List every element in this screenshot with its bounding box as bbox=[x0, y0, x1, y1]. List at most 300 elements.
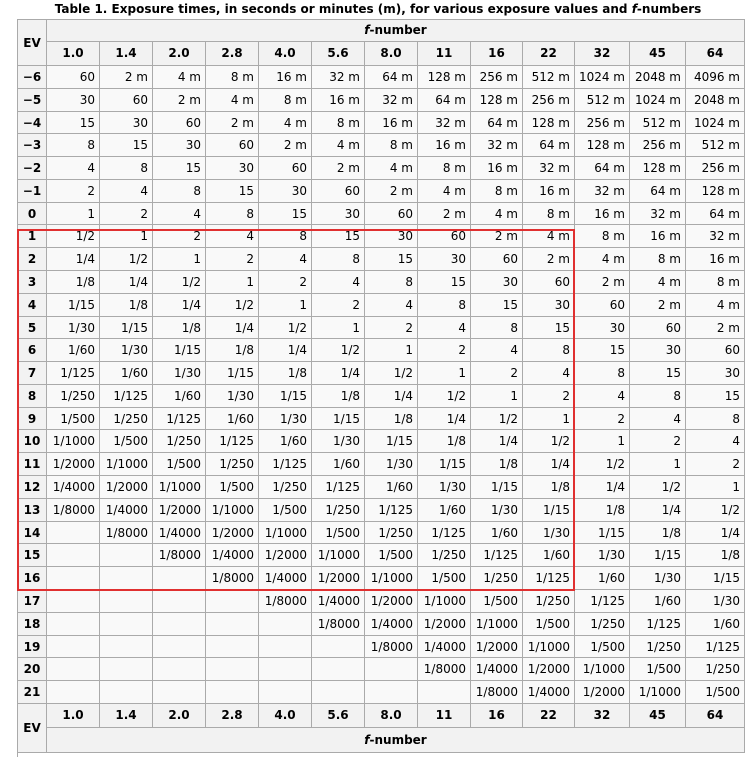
exposure-cell: 30 bbox=[206, 157, 259, 180]
exposure-cell: 1/4 bbox=[259, 339, 312, 362]
exposure-cell bbox=[153, 567, 206, 590]
exposure-cell: 60 bbox=[365, 203, 418, 225]
caption-suffix: -numbers bbox=[636, 2, 702, 16]
exposure-cell bbox=[153, 613, 206, 636]
fnumber-header: 16 bbox=[471, 42, 523, 66]
exposure-cell: 1/125 bbox=[153, 408, 206, 430]
ev-row-label: 11 bbox=[18, 453, 47, 476]
exposure-cell: 256 m bbox=[630, 134, 686, 157]
exposure-cell: 8 m bbox=[312, 112, 365, 134]
exposure-cell: 60 bbox=[418, 225, 471, 248]
exposure-cell: 2 m bbox=[523, 248, 575, 271]
exposure-cell: 1/4 bbox=[47, 248, 100, 271]
exposure-cell: 2 bbox=[206, 248, 259, 271]
exposure-cell: 30 bbox=[365, 225, 418, 248]
exposure-cell: 1/8 bbox=[630, 522, 686, 544]
exposure-cell: 512 m bbox=[630, 112, 686, 134]
fnumber-footer: 1.4 bbox=[100, 704, 153, 728]
exposure-cell: 1/125 bbox=[418, 522, 471, 544]
exposure-cell: 1/60 bbox=[575, 567, 630, 590]
ev-row-label: 6 bbox=[18, 339, 47, 362]
exposure-cell: 4 m bbox=[206, 89, 259, 112]
exposure-cell: 1/1000 bbox=[575, 658, 630, 681]
exposure-cell: 1/2 bbox=[471, 408, 523, 430]
exposure-cell: 1/8 bbox=[471, 453, 523, 476]
exposure-cell: 1/60 bbox=[312, 453, 365, 476]
exposure-cell: 30 bbox=[153, 134, 206, 157]
exposure-cell: 1/250 bbox=[206, 453, 259, 476]
exposure-cell: 512 m bbox=[523, 66, 575, 89]
exposure-cell: 4 m bbox=[471, 203, 523, 225]
exposure-cell bbox=[47, 522, 100, 544]
exposure-cell: 4 bbox=[630, 408, 686, 430]
exposure-cell: 8 bbox=[153, 180, 206, 203]
fnumber-footer: 4.0 bbox=[259, 704, 312, 728]
exposure-cell bbox=[100, 613, 153, 636]
exposure-cell: 1/2 bbox=[206, 294, 259, 317]
ev-row-label: −4 bbox=[18, 112, 47, 134]
exposure-cell: 1/30 bbox=[206, 385, 259, 408]
exposure-cell: 1/15 bbox=[100, 317, 153, 339]
exposure-cell: 2 bbox=[365, 317, 418, 339]
exposure-cell: 1/2 bbox=[575, 453, 630, 476]
ev-row-label: 9 bbox=[18, 408, 47, 430]
exposure-cell: 15 bbox=[575, 339, 630, 362]
exposure-cell: 1 bbox=[523, 408, 575, 430]
exposure-cell: 1/2 bbox=[153, 271, 206, 294]
ev-row-label: 4 bbox=[18, 294, 47, 317]
exposure-cell bbox=[47, 544, 100, 567]
exposure-cell: 1/2000 bbox=[523, 658, 575, 681]
exposure-cell: 4 bbox=[365, 294, 418, 317]
exposure-cell: 2 bbox=[153, 225, 206, 248]
exposure-cell bbox=[47, 613, 100, 636]
exposure-cell: 1/500 bbox=[47, 408, 100, 430]
exposure-cell: 1/4 bbox=[365, 385, 418, 408]
exposure-cell: 4 bbox=[686, 430, 745, 453]
fnumber-footer: 2.0 bbox=[153, 704, 206, 728]
exposure-cell: 4 m bbox=[523, 225, 575, 248]
exposure-cell: 512 m bbox=[575, 89, 630, 112]
exposure-cell: 64 m bbox=[630, 180, 686, 203]
exposure-cell: 8 m bbox=[418, 157, 471, 180]
exposure-cell: 1/2000 bbox=[259, 544, 312, 567]
exposure-cell: 1/4 bbox=[206, 317, 259, 339]
exposure-cell: 4 m bbox=[686, 294, 745, 317]
ev-row-label: 0 bbox=[18, 203, 47, 225]
exposure-cell: 15 bbox=[153, 157, 206, 180]
exposure-cell: 1/1000 bbox=[418, 590, 471, 613]
exposure-cell: 1/15 bbox=[418, 453, 471, 476]
exposure-cell: 1/30 bbox=[630, 567, 686, 590]
exposure-cell: 256 m bbox=[686, 157, 745, 180]
exposure-cell: 1/250 bbox=[523, 590, 575, 613]
exposure-cell: 1/1000 bbox=[523, 636, 575, 658]
exposure-cell: 8 bbox=[100, 157, 153, 180]
exposure-cell: 128 m bbox=[630, 157, 686, 180]
exposure-cell: 8 m bbox=[206, 66, 259, 89]
exposure-cell: 60 bbox=[100, 89, 153, 112]
exposure-cell: 1/60 bbox=[47, 339, 100, 362]
fnumber-header: 64 bbox=[686, 42, 745, 66]
exposure-cell: 8 bbox=[471, 317, 523, 339]
exposure-cell: 64 m bbox=[471, 112, 523, 134]
exposure-cell: 32 m bbox=[471, 134, 523, 157]
exposure-cell: 32 m bbox=[418, 112, 471, 134]
ev-row-label: 16 bbox=[18, 567, 47, 590]
exposure-cell: 15 bbox=[523, 317, 575, 339]
exposure-cell: 2 m bbox=[686, 317, 745, 339]
exposure-cell: 1/30 bbox=[153, 362, 206, 385]
ev-row-label: 17 bbox=[18, 590, 47, 613]
exposure-cell: 1 bbox=[206, 271, 259, 294]
exposure-cell: 60 bbox=[259, 157, 312, 180]
ev-row-label: 8 bbox=[18, 385, 47, 408]
exposure-cell: 4 m bbox=[365, 157, 418, 180]
exposure-cell: 1/4 bbox=[100, 271, 153, 294]
fnumber-header: 1.4 bbox=[100, 42, 153, 66]
exposure-cell: 1/2000 bbox=[206, 522, 259, 544]
exposure-cell: 1024 m bbox=[630, 89, 686, 112]
exposure-cell: 1/60 bbox=[418, 499, 471, 522]
exposure-cell: 15 bbox=[47, 112, 100, 134]
exposure-cell: 1/15 bbox=[153, 339, 206, 362]
exposure-cell: 2 m bbox=[630, 294, 686, 317]
exposure-cell: 1/2 bbox=[365, 362, 418, 385]
exposure-cell: 1/4000 bbox=[418, 636, 471, 658]
exposure-cell: 1/4 bbox=[471, 430, 523, 453]
exposure-cell: 1/30 bbox=[686, 590, 745, 613]
exposure-cell: 1/500 bbox=[630, 658, 686, 681]
exposure-cell: 256 m bbox=[523, 89, 575, 112]
exposure-cell bbox=[47, 567, 100, 590]
exposure-cell bbox=[206, 613, 259, 636]
exposure-cell: 1/500 bbox=[259, 499, 312, 522]
exposure-cell: 1/250 bbox=[365, 522, 418, 544]
exposure-cell: 1/125 bbox=[575, 590, 630, 613]
ev-row-label: 13 bbox=[18, 499, 47, 522]
exposure-cell: 1/125 bbox=[259, 453, 312, 476]
exposure-cell: 1 bbox=[418, 362, 471, 385]
exposure-cell bbox=[206, 658, 259, 681]
exposure-cell bbox=[418, 681, 471, 704]
exposure-cell: 60 bbox=[312, 180, 365, 203]
exposure-cell: 1/8 bbox=[259, 362, 312, 385]
exposure-cell bbox=[47, 636, 100, 658]
exposure-cell: 1/2000 bbox=[471, 636, 523, 658]
exposure-cell: 15 bbox=[686, 385, 745, 408]
exposure-cell: 1/500 bbox=[312, 522, 365, 544]
exposure-cell: 8 bbox=[523, 339, 575, 362]
exposure-cell: 15 bbox=[630, 362, 686, 385]
exposure-cell: 8 bbox=[575, 362, 630, 385]
exposure-cell: 8 m bbox=[575, 225, 630, 248]
exposure-cell: 1 bbox=[100, 225, 153, 248]
exposure-cell: 1/500 bbox=[686, 681, 745, 704]
exposure-cell bbox=[100, 590, 153, 613]
exposure-cell: 1024 m bbox=[575, 66, 630, 89]
exposure-cell: 1/8000 bbox=[365, 636, 418, 658]
ev-row-label: −2 bbox=[18, 157, 47, 180]
exposure-cell: 1/4 bbox=[575, 476, 630, 499]
exposure-cell: 1/30 bbox=[312, 430, 365, 453]
ev-row-label: 1 bbox=[18, 225, 47, 248]
exposure-cell: 15 bbox=[312, 225, 365, 248]
exposure-cell: 1/500 bbox=[100, 430, 153, 453]
exposure-cell: 60 bbox=[630, 317, 686, 339]
ev-row-label: −1 bbox=[18, 180, 47, 203]
fnumber-header: 1.0 bbox=[47, 42, 100, 66]
fnumber-footer: 1.0 bbox=[47, 704, 100, 728]
exposure-cell: 30 bbox=[523, 294, 575, 317]
exposure-cell: 1/4000 bbox=[365, 613, 418, 636]
exposure-cell: 16 m bbox=[365, 112, 418, 134]
exposure-cell bbox=[365, 681, 418, 704]
exposure-cell bbox=[100, 658, 153, 681]
exposure-cell: 4 bbox=[418, 317, 471, 339]
exposure-cell: 1/8000 bbox=[471, 681, 523, 704]
exposure-cell: 1/2000 bbox=[153, 499, 206, 522]
exposure-cell: 2 bbox=[259, 271, 312, 294]
exposure-cell: 1/500 bbox=[153, 453, 206, 476]
exposure-cell: 1/2000 bbox=[312, 567, 365, 590]
exposure-cell: 1 bbox=[365, 339, 418, 362]
exposure-cell bbox=[47, 590, 100, 613]
exposure-cell bbox=[206, 590, 259, 613]
ev-row-label: 3 bbox=[18, 271, 47, 294]
exposure-cell: 1/500 bbox=[471, 590, 523, 613]
exposure-cell: 2 bbox=[47, 180, 100, 203]
exposure-cell: 1/125 bbox=[312, 476, 365, 499]
exposure-cell bbox=[312, 681, 365, 704]
exposure-cell: 1/1000 bbox=[630, 681, 686, 704]
exposure-cell: 1/125 bbox=[471, 544, 523, 567]
exposure-cell: 4 m bbox=[630, 271, 686, 294]
exposure-cell: 1/125 bbox=[630, 613, 686, 636]
exposure-cell: 2 bbox=[418, 339, 471, 362]
fnumber-footer: 5.6 bbox=[312, 704, 365, 728]
exposure-cell: 1/4000 bbox=[312, 590, 365, 613]
exposure-cell bbox=[100, 636, 153, 658]
exposure-cell: 1/250 bbox=[259, 476, 312, 499]
exposure-cell: 8 bbox=[47, 134, 100, 157]
exposure-cell: 1 bbox=[153, 248, 206, 271]
exposure-cell bbox=[259, 613, 312, 636]
exposure-cell bbox=[259, 658, 312, 681]
exposure-cell: 1/8 bbox=[153, 317, 206, 339]
exposure-cell: 16 m bbox=[630, 225, 686, 248]
exposure-cell: 1/8000 bbox=[312, 613, 365, 636]
exposure-cell bbox=[153, 681, 206, 704]
exposure-cell: 32 m bbox=[575, 180, 630, 203]
exposure-cell: 1/8000 bbox=[206, 567, 259, 590]
exposure-cell: 1/15 bbox=[365, 430, 418, 453]
exposure-cell: 1/1000 bbox=[471, 613, 523, 636]
exposure-cell: 1/8000 bbox=[47, 499, 100, 522]
fnumber-footer: 22 bbox=[523, 704, 575, 728]
exposure-cell: 1/4 bbox=[153, 294, 206, 317]
exposure-cell: 1 bbox=[312, 317, 365, 339]
exposure-cell: 1/1000 bbox=[47, 430, 100, 453]
exposure-cell: 1/15 bbox=[471, 476, 523, 499]
exposure-cell: 15 bbox=[206, 180, 259, 203]
exposure-cell: 30 bbox=[471, 271, 523, 294]
exposure-cell: 1/250 bbox=[153, 430, 206, 453]
ev-header: EV bbox=[18, 20, 47, 66]
exposure-cell: 4 bbox=[575, 385, 630, 408]
exposure-cell: 8 bbox=[312, 248, 365, 271]
exposure-cell: 4 bbox=[100, 180, 153, 203]
exposure-cell bbox=[206, 681, 259, 704]
exposure-cell: 8 bbox=[630, 385, 686, 408]
exposure-cell bbox=[153, 658, 206, 681]
fnumber-header: 8.0 bbox=[365, 42, 418, 66]
exposure-cell: 8 bbox=[418, 294, 471, 317]
exposure-cell: 1/4000 bbox=[206, 544, 259, 567]
fnumber-header: 22 bbox=[523, 42, 575, 66]
exposure-cell: 30 bbox=[418, 248, 471, 271]
exposure-cell: 4 bbox=[47, 157, 100, 180]
fnumber-header: 32 bbox=[575, 42, 630, 66]
exposure-cell: 1/30 bbox=[575, 544, 630, 567]
exposure-cell: 15 bbox=[471, 294, 523, 317]
exposure-cell: 1/2 bbox=[100, 248, 153, 271]
exposure-cell: 16 m bbox=[686, 248, 745, 271]
exposure-cell: 2 m bbox=[365, 180, 418, 203]
exposure-cell: 32 m bbox=[523, 157, 575, 180]
ev-row-label: 5 bbox=[18, 317, 47, 339]
exposure-cell: 16 m bbox=[575, 203, 630, 225]
exposure-cell: 4 m bbox=[312, 134, 365, 157]
exposure-cell: 1/15 bbox=[575, 522, 630, 544]
exposure-cell: 1/125 bbox=[686, 636, 745, 658]
exposure-cell: 30 bbox=[312, 203, 365, 225]
exposure-cell: 2 bbox=[575, 408, 630, 430]
exposure-cell: 1/8000 bbox=[153, 544, 206, 567]
exposure-cell: 128 m bbox=[471, 89, 523, 112]
exposure-cell bbox=[206, 636, 259, 658]
fnumber-footer: 32 bbox=[575, 704, 630, 728]
exposure-cell: 1/1000 bbox=[259, 522, 312, 544]
exposure-cell: 1/60 bbox=[100, 362, 153, 385]
exposure-cell: 1/125 bbox=[47, 362, 100, 385]
exposure-cell: 2 m bbox=[471, 225, 523, 248]
exposure-cell: 60 bbox=[47, 66, 100, 89]
exposure-cell: 30 bbox=[686, 362, 745, 385]
exposure-cell: 1/2 bbox=[686, 499, 745, 522]
exposure-cell: 64 m bbox=[686, 203, 745, 225]
exposure-cell: 1/60 bbox=[523, 544, 575, 567]
exposure-cell: 1/15 bbox=[259, 385, 312, 408]
exposure-cell: 8 m bbox=[259, 89, 312, 112]
exposure-cell bbox=[47, 681, 100, 704]
fnumber-header: 5.6 bbox=[312, 42, 365, 66]
ev-footer: EV bbox=[18, 704, 47, 753]
exposure-cell: 1/2 bbox=[312, 339, 365, 362]
exposure-cell: 1/500 bbox=[523, 613, 575, 636]
fnumber-italic: f bbox=[364, 23, 370, 37]
exposure-cell: 1 bbox=[471, 385, 523, 408]
exposure-cell: 1/8 bbox=[312, 385, 365, 408]
exposure-cell: 1/4000 bbox=[47, 476, 100, 499]
fnumber-footer-italic: f bbox=[364, 733, 370, 747]
exposure-cell: 1/4 bbox=[630, 499, 686, 522]
exposure-cell: 64 m bbox=[575, 157, 630, 180]
fnumber-footer: 16 bbox=[471, 704, 523, 728]
exposure-cell: 256 m bbox=[471, 66, 523, 89]
ev-row-label: 20 bbox=[18, 658, 47, 681]
exposure-cell: 1/250 bbox=[47, 385, 100, 408]
exposure-cell: 1/8 bbox=[47, 271, 100, 294]
exposure-cell: 2 m bbox=[312, 157, 365, 180]
exposure-cell: 1/4 bbox=[686, 522, 745, 544]
fnumber-rest: -number bbox=[369, 23, 427, 37]
exposure-cell: 4 m bbox=[575, 248, 630, 271]
exposure-cell: 60 bbox=[523, 271, 575, 294]
fnumber-title bbox=[47, 20, 745, 42]
exposure-cell: 1/125 bbox=[100, 385, 153, 408]
exposure-cell: 2 m bbox=[100, 66, 153, 89]
fnumber-footer: 2.8 bbox=[206, 704, 259, 728]
exposure-cell: 2 m bbox=[575, 271, 630, 294]
fnumber-footer-rest: -number bbox=[369, 733, 427, 747]
exposure-cell: 32 m bbox=[630, 203, 686, 225]
exposure-cell: 60 bbox=[206, 134, 259, 157]
exposure-cell: 1/1000 bbox=[206, 499, 259, 522]
exposure-cell: 1/1000 bbox=[153, 476, 206, 499]
exposure-cell: 16 m bbox=[523, 180, 575, 203]
exposure-cell: 8 bbox=[365, 271, 418, 294]
exposure-cell: 1/500 bbox=[575, 636, 630, 658]
exposure-cell: 1/15 bbox=[523, 499, 575, 522]
exposure-cell: 16 m bbox=[418, 134, 471, 157]
exposure-cell: 30 bbox=[575, 317, 630, 339]
exposure-cell: 2048 m bbox=[630, 66, 686, 89]
exposure-cell bbox=[100, 544, 153, 567]
exposure-cell: 1/250 bbox=[686, 658, 745, 681]
exposure-cell: 1/60 bbox=[259, 430, 312, 453]
fnumber-header: 4.0 bbox=[259, 42, 312, 66]
exposure-cell: 1/4 bbox=[312, 362, 365, 385]
exposure-cell: 1/2 bbox=[259, 317, 312, 339]
exposure-cell: 1/2 bbox=[47, 225, 100, 248]
exposure-cell: 1/1000 bbox=[312, 544, 365, 567]
exposure-cell: 1/2 bbox=[418, 385, 471, 408]
ev-row-label: 14 bbox=[18, 522, 47, 544]
exposure-cell: 1 bbox=[686, 476, 745, 499]
exposure-cell: 1/30 bbox=[523, 522, 575, 544]
exposure-cell: 2 bbox=[686, 453, 745, 476]
fnumber-header: 2.0 bbox=[153, 42, 206, 66]
ev-row-label: 12 bbox=[18, 476, 47, 499]
exposure-cell: 4 bbox=[259, 248, 312, 271]
exposure-cell: 15 bbox=[365, 248, 418, 271]
exposure-cell: 1/4000 bbox=[153, 522, 206, 544]
exposure-cell: 4 bbox=[523, 362, 575, 385]
exposure-cell: 2 bbox=[312, 294, 365, 317]
exposure-cell: 1/30 bbox=[418, 476, 471, 499]
ev-row-label: −6 bbox=[18, 66, 47, 89]
exposure-cell: 1/250 bbox=[575, 613, 630, 636]
caption-prefix: Table 1. Exposure times, in seconds or minutes (m), for various exposure values and bbox=[54, 2, 632, 16]
exposure-cell: 2048 m bbox=[686, 89, 745, 112]
exposure-cell: 1/15 bbox=[630, 544, 686, 567]
fnumber-footer: 45 bbox=[630, 704, 686, 728]
exposure-cell: 64 m bbox=[365, 66, 418, 89]
exposure-cell: 8 m bbox=[686, 271, 745, 294]
exposure-cell bbox=[312, 636, 365, 658]
exposure-cell: 32 m bbox=[312, 66, 365, 89]
